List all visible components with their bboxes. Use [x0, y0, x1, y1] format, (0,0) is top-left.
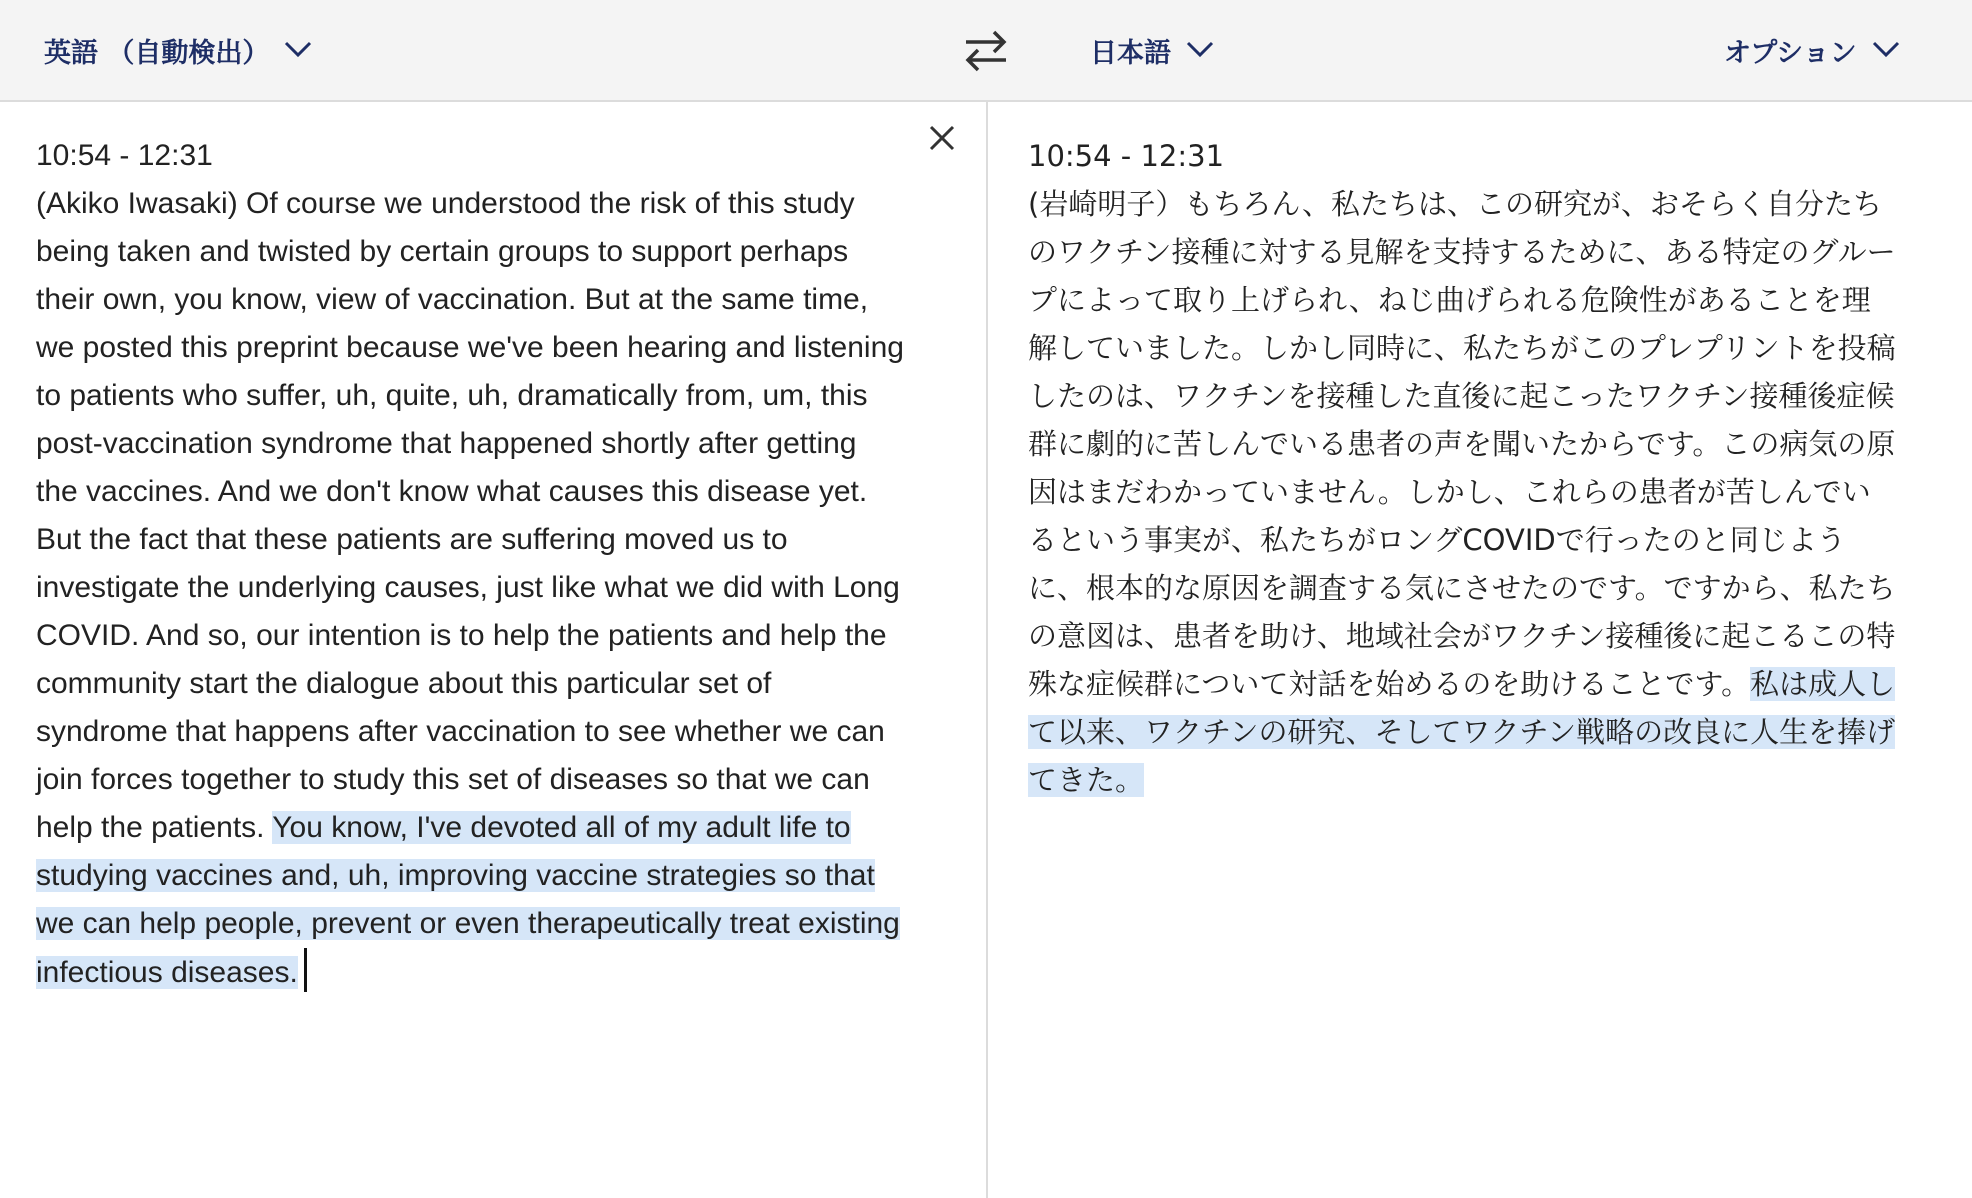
options-menu-button[interactable]	[1724, 0, 1901, 100]
text-cursor	[304, 948, 307, 992]
source-language-label: 英語 （自動検出）	[44, 37, 270, 69]
translation-selected-text[interactable]: 私は成人して以来、ワクチンの研究、そしてワクチン戦略の改良に人生を捧げてきた。	[1028, 667, 1896, 797]
source-language-select[interactable]	[44, 0, 313, 100]
translation-text: (岩崎明子）もちろん、私たちは、この研究が、おそらく自分たちのワクチン接種に対する見解を支持するために、ある特定のグループによって取り上げられ、ねじ曲げられる危険性があることを理解していました。しかし同時に、私たちがこのプレプリントを投稿したのは、ワクチンを接種した直後に起こったワクチン接種後症候群に劇的に苦しんでいる患者の声を聞いたからです。この病気の原因はまだわかっていません。しかし、これらの患者が苦しんでいるという事実が、私たちがロングCOVIDで行ったのと同じように、根本的な原因を調査する気にさせたのです。ですから、私たちの意図は、患者を助け、地域社会がワクチン接種後に起こるこの特殊な症候群について対話を始めるのを助けることです。	[1028, 187, 1896, 701]
chevron-down-icon	[1871, 35, 1901, 66]
swap-languages-button[interactable]	[960, 22, 1012, 78]
source-timecode: 10:54 - 12:31	[36, 139, 213, 172]
clear-text-button[interactable]	[926, 122, 958, 154]
source-selected-text[interactable]: You know, I've devoted all of my adult life to studying vaccines and, uh, improving vaccine strategies so that we can help people, prevent or even therapeutically treat existing infectious diseases.	[36, 811, 900, 989]
translation-pane	[988, 102, 1972, 1198]
target-language-label: 日本語	[1090, 37, 1171, 69]
source-text: (Akiko Iwasaki) Of course we understood the risk of this study being taken and twisted by certain groups to support perhaps their own, you know, view of vaccination. But at the same time, we posted this preprint because we've been hearing and listening to patients who suffer, uh, quite, uh, dramatically from, um, this post-vaccination syndrome that happened shortly after getting the vaccines. And we don't know what causes this disease yet. But the fact that these patients are suffering moved us to investigate the underlying causes, just like what we did with Long COVID. And so, our intention is to help the patients and help the community start the dialogue about this particular set of syndrome that happens after vaccination to see whether we can join forces together to study this set of diseases so that we can help the patients.	[36, 187, 904, 844]
translation-timecode: 10:54 - 12:31	[1028, 139, 1225, 173]
target-language-select[interactable]	[1090, 0, 1215, 100]
chevron-down-icon	[1185, 35, 1215, 66]
source-text-area[interactable]	[36, 132, 906, 997]
language-toolbar	[0, 0, 1972, 102]
translation-text-area	[1028, 132, 1898, 804]
source-text-pane[interactable]	[0, 102, 986, 1198]
swap-arrows-icon	[960, 22, 1012, 78]
chevron-down-icon	[283, 35, 313, 66]
close-icon	[926, 122, 958, 154]
options-label: オプション	[1724, 37, 1857, 69]
